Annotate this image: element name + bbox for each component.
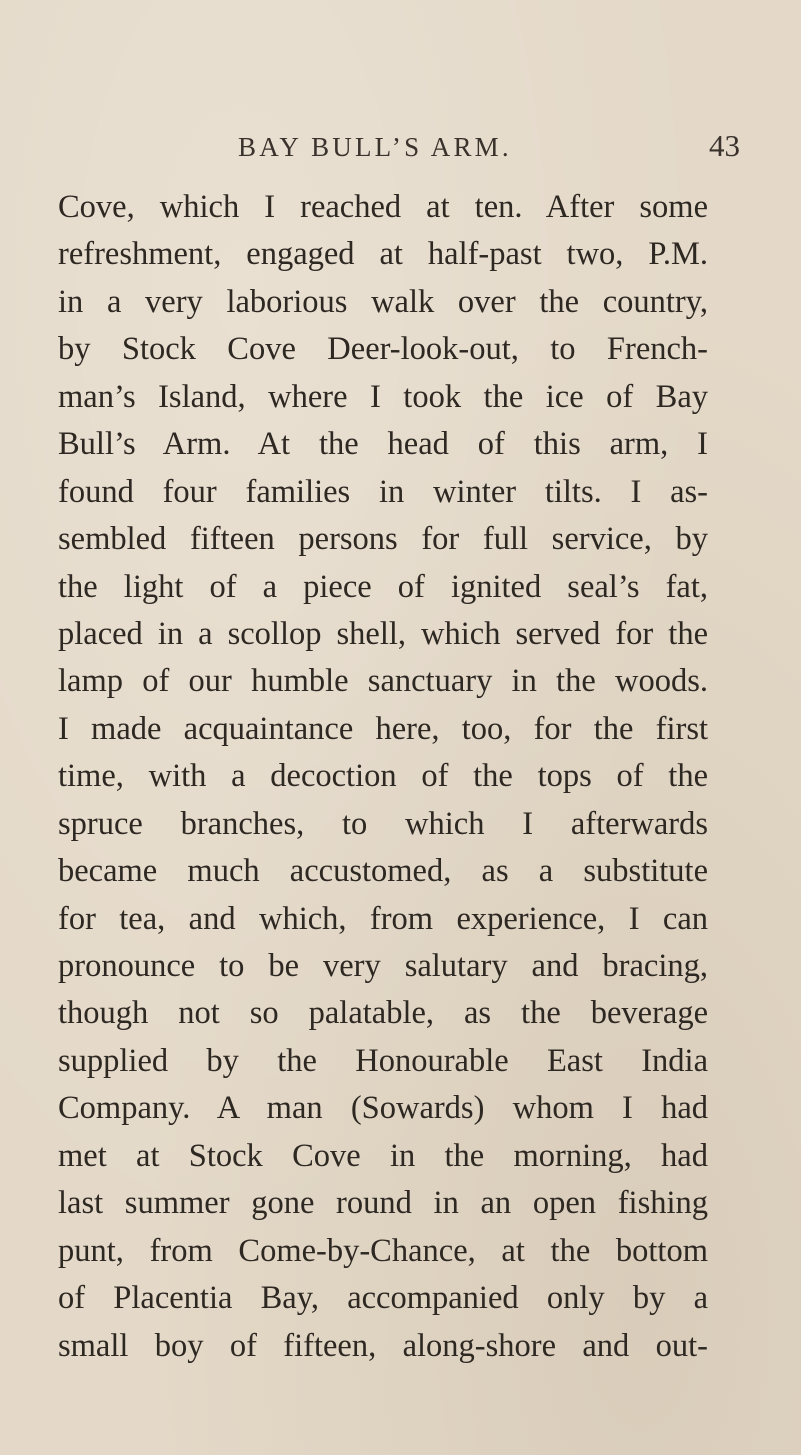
body-text — [58, 184, 708, 1370]
text-line: I made acquaintance here, too, for the first — [58, 710, 708, 747]
text-line: last summer gone round in an open fishing — [58, 1185, 708, 1222]
text-line: man’s Island, where I took the ice of Bay — [58, 378, 708, 415]
text-line: Company. A man (Sowards) whom I had — [58, 1090, 708, 1127]
text-line: though not so palatable, as the beverage — [58, 995, 708, 1032]
text-line: placed in a scollop shell, which served for the — [58, 615, 708, 652]
text-line: spruce branches, to which I afterwards — [58, 805, 708, 842]
text-line: the light of a piece of ignited seal’s fat, — [58, 568, 708, 605]
text-line: punt, from Come-by-Chance, at the bottom — [58, 1232, 708, 1269]
text-line: lamp of our humble sanctuary in the woods. — [58, 663, 708, 700]
text-line: refreshment, engaged at half-past two, P.M. — [58, 236, 708, 273]
running-title: BAY BULL’S ARM. — [238, 132, 512, 162]
text-line: supplied by the Honourable East India — [58, 1042, 708, 1079]
running-head — [60, 128, 740, 172]
text-line: by Stock Cove Deer-look-out, to French- — [58, 331, 708, 368]
text-line: met at Stock Cove in the morning, had — [58, 1137, 708, 1174]
text-line: pronounce to be very salutary and bracing, — [58, 948, 708, 984]
text-line: time, with a decoction of the tops of the — [58, 758, 708, 795]
text-line: Bull’s Arm. At the head of this arm, I — [58, 426, 708, 463]
text-line: small boy of fifteen, along-shore and out- — [58, 1327, 708, 1364]
page-number: 43 — [709, 128, 740, 163]
text-line: sembled fifteen persons for full service, by — [58, 521, 708, 558]
text-line: Cove, which I reached at ten. After some — [58, 189, 708, 225]
text-line: of Placentia Bay, accompanied only by a — [58, 1280, 708, 1317]
text-line: became much accustomed, as a substitute — [58, 853, 708, 890]
text-line: for tea, and which, from experience, I can — [58, 900, 708, 937]
text-line: in a very laborious walk over the country, — [58, 283, 708, 320]
text-line: found four families in winter tilts. I as- — [58, 473, 708, 510]
